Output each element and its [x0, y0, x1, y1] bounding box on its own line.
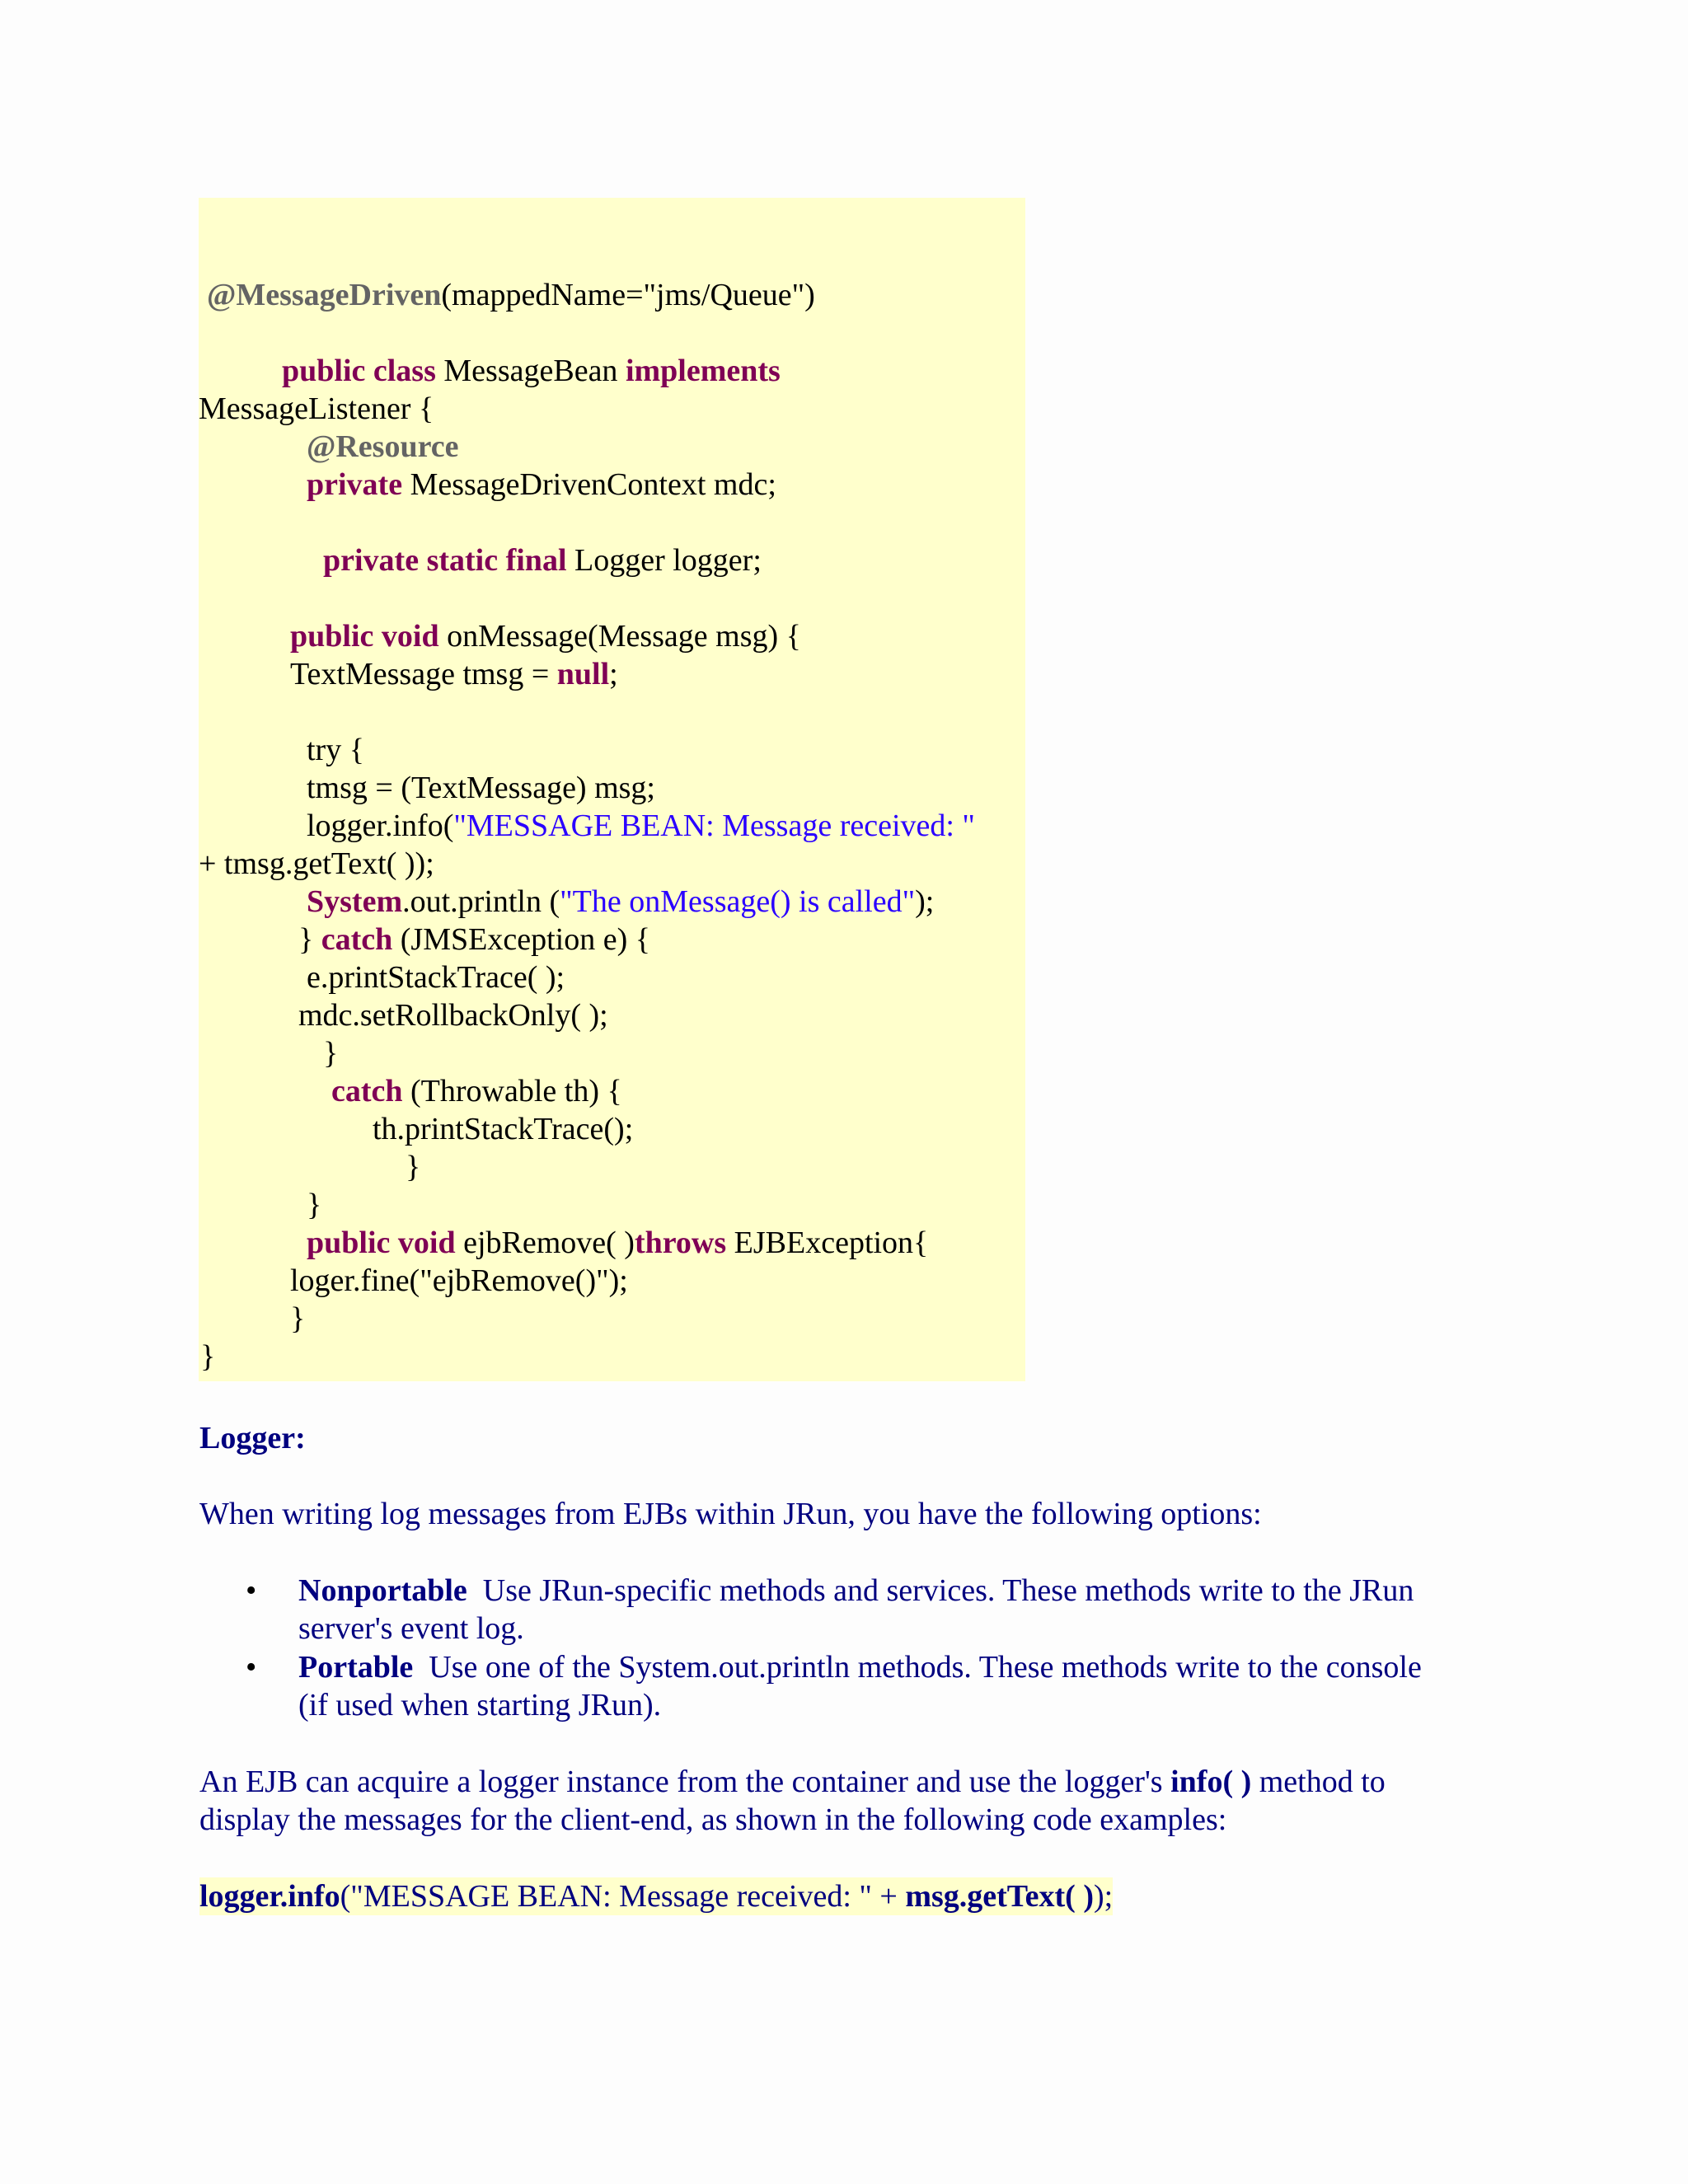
- bullet-portable: Portable Use one of the System.out.println methods. These methods write to the console: [298, 1650, 1422, 1685]
- code-line-23: loger.fine("ejbRemove()");: [290, 1263, 628, 1298]
- code-example: logger.info("MESSAGE BEAN: Message received: " + msg.getText( ));: [199, 1879, 1114, 1914]
- explanation-paragraph-line-1: An EJB can acquire a logger instance from the container and use the logger's info( ) method to: [199, 1765, 1386, 1799]
- code-line-24: }: [290, 1301, 306, 1336]
- code-line-12: + tmsg.getText( ));: [199, 846, 434, 881]
- code-line-17: }: [323, 1036, 339, 1071]
- bullet-dot-icon: •: [246, 1573, 257, 1608]
- code-line-6: private static final Logger logger;: [323, 543, 762, 578]
- code-line-9: try {: [307, 733, 364, 767]
- intro-paragraph: When writing log messages from EJBs within JRun, you have the following options:: [199, 1497, 1262, 1531]
- logger-heading: Logger:: [199, 1421, 306, 1455]
- code-line-1: @MessageDriven(mappedName="jms/Queue"): [207, 278, 815, 312]
- code-line-21: }: [307, 1188, 322, 1222]
- code-line-10: tmsg = (TextMessage) msg;: [307, 771, 655, 805]
- explanation-paragraph-line-2: display the messages for the client-end, as shown in the following code examples:: [199, 1802, 1227, 1837]
- code-line-15: e.printStackTrace( );: [307, 960, 565, 995]
- code-line-4: @Resource: [307, 429, 459, 464]
- code-line-18: catch (Throwable th) {: [331, 1074, 622, 1108]
- bullet-portable-cont: (if used when starting JRun).: [298, 1688, 662, 1722]
- code-line-20: }: [406, 1150, 421, 1184]
- code-line-16: mdc.setRollbackOnly( );: [298, 998, 608, 1033]
- bullet-nonportable: Nonportable Use JRun-specific methods and services. These methods write to the JRun: [298, 1573, 1414, 1608]
- bullet-dot-icon: •: [246, 1650, 257, 1685]
- code-line-13: System.out.println ("The onMessage() is called");: [307, 884, 935, 919]
- code-line-14: } catch (JMSException e) {: [298, 922, 650, 957]
- code-line-11: logger.info("MESSAGE BEAN: Message received: ": [307, 808, 975, 843]
- code-line-2: public class MessageBean implements: [282, 354, 781, 388]
- code-line-5: private MessageDrivenContext mdc;: [307, 467, 776, 502]
- code-line-8: TextMessage tmsg = null;: [290, 657, 618, 691]
- code-line-25: }: [200, 1339, 216, 1374]
- code-line-22: public void ejbRemove( )throws EJBException{: [307, 1226, 929, 1260]
- bullet-nonportable-cont: server's event log.: [298, 1611, 524, 1646]
- code-line-19: th.printStackTrace();: [373, 1112, 634, 1146]
- code-line-7: public void onMessage(Message msg) {: [290, 619, 801, 654]
- code-line-3: MessageListener {: [199, 391, 434, 426]
